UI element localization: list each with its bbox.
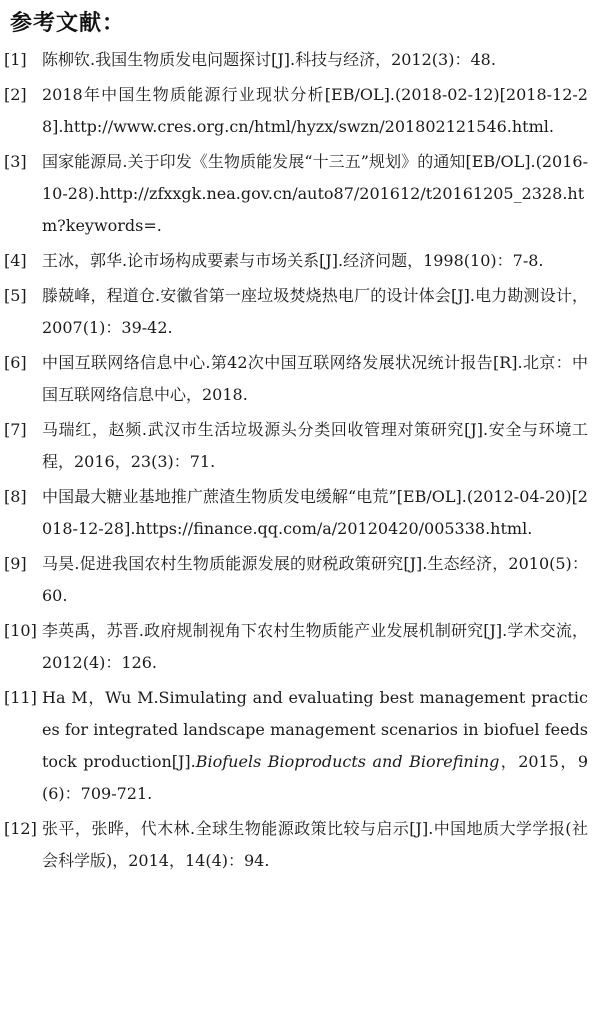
reference-text: 张平，张晔，代木林.全球生物能源政策比较与启示[J].中国地质大学学报(社会科学版)，2014，14(4)：94. bbox=[42, 819, 588, 870]
reference-item bbox=[0, 245, 600, 277]
reference-number: [4] bbox=[4, 251, 27, 270]
reference-item bbox=[0, 79, 600, 143]
reference-item bbox=[0, 615, 600, 679]
reference-number: [12] bbox=[4, 819, 37, 838]
references-heading: 参考文献： bbox=[10, 11, 126, 36]
reference-item bbox=[0, 414, 600, 478]
reference-item bbox=[0, 280, 600, 344]
reference-number: [8] bbox=[4, 487, 27, 506]
reference-text: 2018年中国生物质能源行业现状分析[EB/OL].(2018-02-12)[2018-12-28].http://www.cres.org.cn/html/hyzx/swzn/201802121546.html. bbox=[42, 85, 588, 136]
reference-text: 王冰，郭华.论市场构成要素与市场关系[J].经济问题，1998(10)：7-8. bbox=[42, 251, 544, 270]
reference-text: 马瑞红，赵频.武汉市生活垃圾源头分类回收管理对策研究[J].安全与环境工程，2016，23(3)：71. bbox=[42, 420, 588, 471]
reference-item bbox=[0, 481, 600, 545]
reference-number: [1] bbox=[4, 50, 27, 69]
reference-number: [3] bbox=[4, 152, 27, 171]
reference-text-after: ，2015，9(6)：709-721. bbox=[42, 752, 589, 803]
reference-number: [10] bbox=[4, 621, 37, 640]
reference-text: 李英禹，苏晋.政府规制视角下农村生物质能产业发展机制研究[J].学术交流，2012(4)：126. bbox=[42, 621, 588, 672]
reference-number: [9] bbox=[4, 554, 27, 573]
reference-text: 马昊.促进我国农村生物质能源发展的财税政策研究[J].生态经济，2010(5)：60. bbox=[42, 554, 588, 605]
reference-item bbox=[0, 682, 600, 810]
reference-item bbox=[0, 347, 600, 411]
journal-title: Biofuels Bioproducts and Biorefining bbox=[195, 752, 500, 771]
reference-item bbox=[0, 813, 600, 877]
reference-number: [2] bbox=[4, 85, 27, 104]
reference-text: 滕兢峰，程道仓.安徽省第一座垃圾焚烧热电厂的设计体会[J].电力勘测设计，2007(1)：39-42. bbox=[42, 286, 588, 337]
reference-text: 中国最大糖业基地推广蔗渣生物质发电缓解“电荒”[EB/OL].(2012-04-20)[2018-12-28].https://finance.qq.com/a/20120420/005338.html. bbox=[42, 487, 588, 538]
reference-text-before: Ha M，Wu M.Simulating and evaluating best management practices for integrated landscape management scenarios in biofuel feedstock production[J]. bbox=[42, 688, 588, 771]
reference-item bbox=[0, 146, 600, 242]
reference-text: 陈柳钦.我国生物质发电问题探讨[J].科技与经济，2012(3)：48. bbox=[42, 50, 496, 69]
reference-number: [11] bbox=[4, 688, 37, 707]
reference-text bbox=[42, 682, 600, 810]
reference-item bbox=[0, 548, 600, 612]
reference-number: [5] bbox=[4, 286, 27, 305]
reference-text: 国家能源局.关于印发《生物质能发展“十三五”规划》的通知[EB/OL].(2016-10-28).http://zfxxgk.nea.gov.cn/auto87/201612/t20161205_2328.htm?keywords=. bbox=[42, 152, 588, 235]
reference-number: [7] bbox=[4, 420, 27, 439]
reference-item bbox=[0, 44, 600, 76]
reference-list bbox=[0, 44, 600, 877]
reference-number: [6] bbox=[4, 353, 27, 372]
reference-text: 中国互联网络信息中心.第42次中国互联网络发展状况统计报告[R].北京：中国互联网络信息中心，2018. bbox=[42, 353, 588, 404]
